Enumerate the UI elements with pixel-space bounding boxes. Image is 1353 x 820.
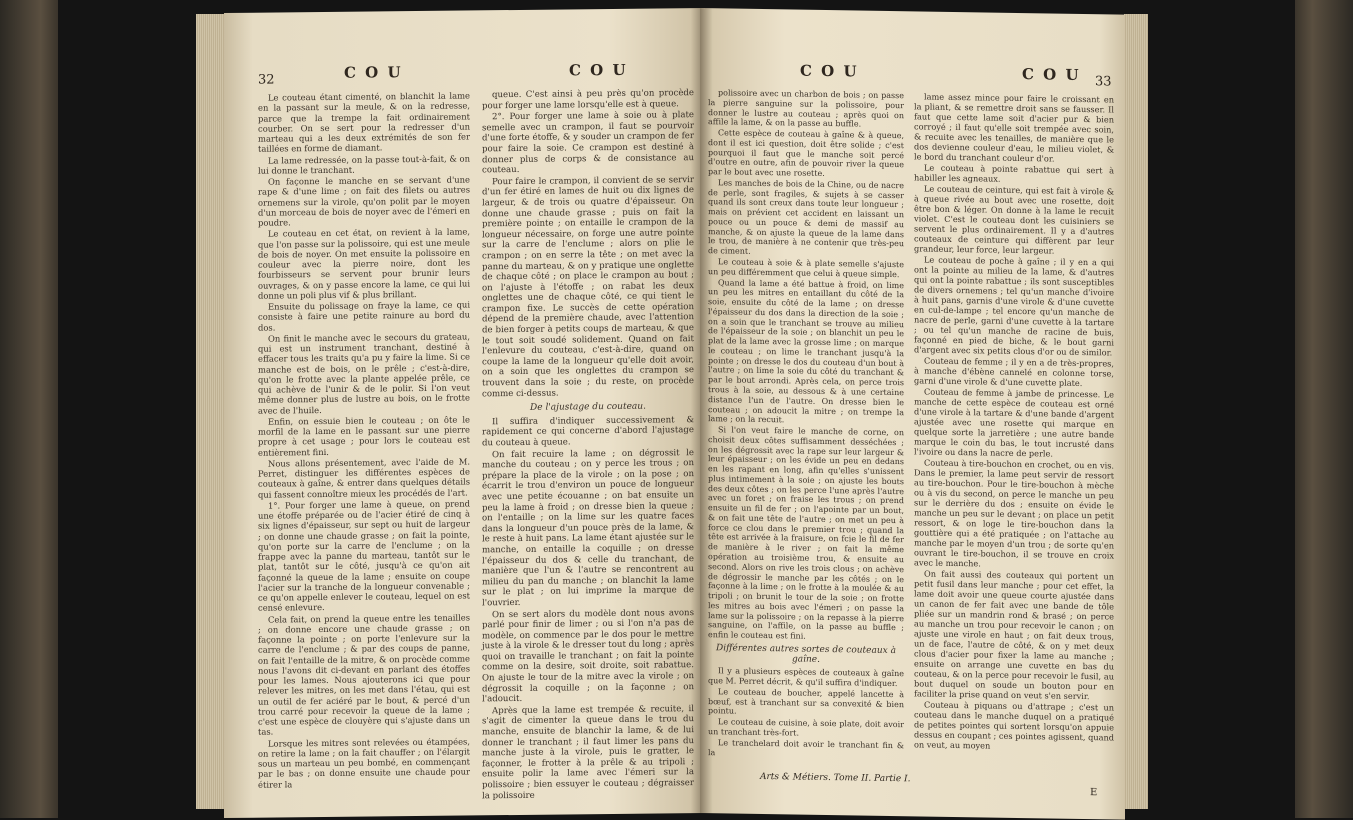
page-edges-left	[196, 14, 226, 809]
paragraph: Le couteau étant cimenté, on blanchit la lame en la passant sur la meule, & on la redresse, parce que la trempe la fait ordinairement courber. On se sert pour la redresser d'un marteau qui a les deux extrémités de son fer taillées en forme de diamant.	[258, 90, 470, 154]
page-number: 32	[258, 72, 275, 88]
paragraph: On fait recuire la lame ; on dégrossit le manche du couteau ; on y perce les trous ; on prépare la place de la virole ; on la pose ; on écarrit le trou d'environ un pouce de longueur avec une petite écouanne ; on bat ensuite un peu la lame à froid ; on dresse bien la queue ; on l'entaille ; on la lime sur les quatre faces dans la longueur d'un pouce près de la lame, & le reste à huit pans. La lame étant ajustée sur le manche, on entaille la coquille ; on dresse l'épaisseur du dos & celle du tranchant, de manière que l'un & l'autre se rencontrent au milieu du pan du manche ; on blanchit la lame sur le plat ; on lui imprime la marque de l'ouvrier.	[482, 447, 694, 609]
book-cover-right	[1295, 0, 1353, 818]
paragraph: Quand la lame a été battue à froid, on lime un peu les mitres en entaillant du côté de la soie, ensuite du côté de la lame ; on dresse l'épaisseur du dos dans la direction de la soie ; on a soin que le tranchant se trouve au milieu de l'épaisseur de la soie ; on blanchit un peu le plat de la lame avec la grosse lime ; on marque le couteau ; on lime le tranchant jusqu'à la pointe ; on dresse le dos du couteau d'un bout à l'autre ; on lime la soie du côté du tranchant & par le bout arrondi. Après cela, on perce trois trous à la soie, au dessous & à une certaine distance l'un de l'autre. On dresse bien le couteau ; on adoucit la mitre ; on trempe la lame ; on la recuit.	[708, 277, 904, 425]
paragraph: Cela fait, on prend la queue entre les tenailles ; on donne encore une chaude grasse ; on façonne la pointe ; on porte l'enlevure sur la carre de l'enclume ; & par des coups de panne, on fait l'entaille de la mitre, & on procède comme nous l'avons dit ci-devant en parlant des étoffes pour les lames. Nous ajouterons ici que pour relever les mitres, on les met dans l'étau, qui est un outil de fer aciéré par le bout, & percé d'un trou carré pour recevoir la queue de la lame ; c'est une espèce de clouyère qui s'ajuste dans un tas.	[258, 611, 470, 737]
text-column-1	[258, 90, 470, 790]
section-heading: De l'ajustage du couteau.	[530, 401, 646, 414]
left-page	[224, 8, 705, 818]
paragraph: Enfin, on essuie bien le couteau ; on ôte le morfil de la lame en le passant sur une pierre propre à cet usage ; pour lors le couteau est entièrement fini.	[258, 414, 470, 458]
running-header: C O U	[569, 60, 628, 80]
paragraph: La lame redressée, on la passe tout-à-fait, & on lui donne le tranchant.	[258, 152, 470, 176]
paragraph: On se sert alors du modèle dont nous avons parlé pour finir de limer ; ou si l'on n'a pas de modèle, on commence par le dos pour le mettre juste à la virole & le dresser tout du long ; après quoi on travaille le tranchant ; on fait la pointe comme on la desire, soit droite, soit rabattue. On ajuste le tour de la mitre avec la virole ; on dégrossit la coquille ; on la façonne ; on l'adoucit.	[482, 607, 694, 705]
paragraph: Couteau à piquans ou d'attrape ; c'est un couteau dans le manche duquel on a pratiqué de petites pointes qui sortent lorsqu'on appuie dessus en coupant ; ces pointes agissent, quand on veut, au moyen	[914, 699, 1114, 751]
paragraph: 2°. Pour forger une lame à soie ou à plate semelle avec un crampon, il faut se pourvoir d'une forte étoffe, & y souder un crampon de fer pour faire la soie. Ce crampon est destiné à donner plus de corps & de consistance au couteau.	[482, 110, 694, 176]
paragraph: lame assez mince pour faire le croissant en la pliant, & se remettre droit sans se fausser. Il faut que cette lame soit d'acier pur & bien corroyé ; il faut qu'elle soit trempée avec soin, & recuite avec les tenailles, de manière que le dos devienne couleur d'eau, le milieu violet, & le bord du tranchant couleur d'or.	[914, 91, 1114, 164]
paragraph: Les manches de bois de la Chine, ou de nacre de perle, sont fragiles, & sujets à se casser quand ils sont creux dans toute leur longueur ; mais on prévient cet accident en laissant un pouce ou un pouce & demi de massif au manche, & on ajuste la queue de la lame dans le trou, de manière à ne contenir que très-peu de ciment.	[708, 178, 904, 257]
section-heading: Différentes autres sortes de couteaux à gaîne.	[716, 643, 896, 665]
paragraph: Le couteau de boucher, appelé lancette à bœuf, est à tranchant sur sa convexité & bien pointu.	[708, 687, 904, 717]
paragraph: On finit le manche avec le secours du grateau, qui est un instrument tranchant, destiné à effacer tous les traits qu'a pu y faire la lime. Si ce manche est de bois, on le prêle ; c'est-à-dire, qu'on le frotte avec la plante appelée prêle, ce qui achève de l'unir & de le polir. Si l'on veut même donner plus de lustre au bois, on le frotte avec de l'huile.	[258, 331, 470, 416]
right-page	[700, 8, 1125, 820]
paragraph: 1°. Pour forger une lame à queue, on prend une étoffe préparée ou de l'acier étiré de cinq à six lignes d'épaisseur, sur sept ou huit de largeur ; on donne une chaude grasse ; on fait la pointe, qu'on porte sur la carre de l'enclume ; on la frappe avec la panne du marteau, tantôt sur le plat, tantôt sur le côté, jusqu'à ce qu'on ait façonné la queue de la lame ; ensuite on coupe l'acier sur la tranche de la longueur convenable ; ce qu'on appelle enlever le couteau, lequel on est censé enlevure.	[258, 498, 470, 613]
paragraph: Couteau à tire-bouchon en crochet, ou en vis. Dans le premier, la lame peut servir de ressort au tire-bouchon. Pour le tire-bouchon à mèche ou à vis du second, on perce le manche un peu sur le derrière du dos ; ensuite on évide le manche un peu sur le devant ; on place un petit ressort, & on loge le tire-bouchon dans la gouttière qui a été pratiquée ; on l'attache au manche par le moyen d'un trou ; de sorte qu'en ouvrant le tire-bouchon, il se trouve en croix avec le manche.	[914, 457, 1114, 569]
paragraph: Le couteau de poche à gaîne ; il y en a qui ont la pointe au milieu de la lame, & d'autres qui ont la pointe rabattue ; ils sont susceptibles de divers ornemens ; tel qu'un manche d'ivoire à huit pans, garnis d'une virole & d'une cuvette en cul-de-lampe ; tel encore qu'un manche de nacre de perle, garni d'une cuvette à la tartare ; ou tel qu'un manche de racine de buis, façonné en pied de biche, & le bout garni d'argent avec six petits clous d'or ou de similor.	[914, 254, 1114, 358]
paragraph: Pour faire le crampon, il convient de se servir d'un fer étiré en lames de huit ou dix lignes de largeur, & de trois ou quatre d'épaisseur. On donne une chaude grasse ; puis on fait la première pointe ; on entaille le crampon de la longueur nécessaire, on forge une autre pointe sur la carre de l'enclume ; alors on plie le crampon ; on en serre la tête ; on met avec la panne du marteau, & on y pratique une onglette de chaque côté ; on place le crampon au bout ; on l'ajuste à l'étoffe ; on rabat les deux onglettes une de chaque côté, ce qui tient le crampon fixe. Le succès de cette opération dépend de la première chaude, avec l'attention de bien forger à petits coups de marteau, & que le tout soit soudé solidement. Quand on fait l'enlevure du couteau, c'est-à-dire, quand on coupe la lame de la longueur qu'elle doit avoir, on a soin que les onglettes du crampon se trouvent dans la soie ; du reste, on procède comme ci-dessus.	[482, 174, 694, 399]
signature-mark: E	[1090, 787, 1098, 799]
paragraph: Couteau de femme à jambe de princesse. Le manche de cette espèce de couteau est orné d'une virole à la tartare & d'une bande d'argent ajustée avec une rosette qui marque en quelque sorte la jarretière ; une autre bande marque le coin du bas, le tout incrusté dans l'ivoire ou dans la nacre de perle.	[914, 386, 1114, 459]
text-column-1	[708, 88, 904, 761]
paragraph: polissoire avec un charbon de bois ; on passe la pierre sanguine sur la polissoire, pour donner le lustre au couteau ; après quoi on affile la lame, & on la passe au buffle.	[708, 88, 904, 129]
running-header: C O U	[800, 61, 859, 81]
paragraph: Il suffira d'indiquer successivement & rapidement ce qui concerne d'abord l'ajustage du couteau à queue.	[482, 414, 694, 449]
paragraph: Nous allons présentement, avec l'aide de M. Perret, distinguer les différentes espèces de couteaux à gaîne, & entrer dans quelques détails qui fassent connoître mieux les procédés de l'art.	[258, 456, 470, 500]
paragraph: Lorsque les mitres sont relevées ou étampées, on retire la lame ; on la fait chauffer ; on l'élargit sous un marteau un peu bombé, en commençant par le bas ; on donne ensuite une chaude pour étirer la	[258, 735, 470, 790]
paragraph: Le couteau à soie & à plate semelle s'ajuste un peu différemment que celui à queue simple.	[708, 257, 904, 279]
paragraph: Ensuite du polissage on fraye la lame, ce qui consiste à faire une petite rainure au bord du dos.	[258, 299, 470, 333]
running-header: C O U	[1022, 65, 1081, 84]
paragraph: queue. C'est ainsi à peu près qu'on procède pour forger une lame lorsqu'elle est à queue.	[482, 88, 694, 111]
paragraph: On fait aussi des couteaux qui portent un petit fusil dans leur manche ; pour cet effet, la lame doit avoir une queue courte ajustée dans un canon de fer fait avec une bande de tôle pliée sur un mandrin rond & brasé ; on perce au manche un trou pour recevoir le canon ; on ajuste une virole en haut ; on fait deux trous, un de face, l'autre de côté, & on y met deux clous d'acier pour fixer la lame au manche ; ensuite on arrange une cuvette en bas du couteau, & on la perce pour recevoir le fusil, au bout duquel on soude un bouton pour en faciliter la prise quand on veut s'en servir.	[914, 568, 1114, 702]
paragraph: Le couteau de cuisine, à soie plate, doit avoir un tranchant très-fort.	[708, 717, 904, 738]
paragraph: Après que la lame est trempée & recuite, il s'agit de cimenter la queue dans le trou du manche, ensuite de blanchir la lame, & de lui donner le tranchant ; il faut limer les pans du manche juste à la virole, puis le gratter, le façonner, le frotter à la prêle & au tripoli ; ensuite polir la lame avec l'émeri sur la polissoire ; bien essuyer le couteau ; dégraisser la polissoire	[482, 703, 694, 801]
running-header: C O U	[344, 63, 403, 82]
paragraph: Le couteau de ceinture, qui est fait à virole & à queue rivée au bout avec une rosette, doit être bon & léger. On donne à la lame le recuit violet. C'est le couteau dont les cuisiniers se servent le plus ordinairement. Il y a d'autres couteaux de ceinture qui diffèrent par leur grandeur, leur force, leur largeur.	[914, 183, 1114, 256]
paragraph: Cette espèce de couteau à gaîne & à queue, dont il est ici question, doit être solide ; c'est pourquoi il faut que le manche soit percé d'outre en outre, afin de pouvoir river la queue par le bout avec une rosette.	[708, 128, 904, 179]
text-column-2	[914, 91, 1114, 753]
paragraph: Couteau de femme ; il y en a de très-propres, à manche d'ébène cannelé en colonne torse, garni d'une virole & d'une cuvette plate.	[914, 355, 1114, 389]
paragraph: Il y a plusieurs espèces de couteaux à gaîne que M. Perret décrit, & qu'il suffira d'indiquer.	[708, 666, 904, 689]
page-number: 33	[1095, 74, 1112, 90]
paragraph: Le tranchelard doit avoir le tranchant fin & la	[708, 738, 904, 757]
footer-signature-line: Arts & Métiers. Tome II. Partie I.	[760, 771, 911, 785]
paragraph: Le couteau en cet état, on revient à la lame, que l'on passe sur la polissoire, qui est une meule de bois de noyer. On met ensuite la polissoire en couleur avec la pierre noire, dont les fourbisseurs se servent pour brunir leurs ouvrages, & on y passe encore la lame, ce qui lui donne un poli plus vif & plus brillant.	[258, 226, 470, 301]
paragraph: Si l'on veut faire le manche de corne, on choisit deux côtes suffisamment desséchées ; on les dégrossit avec la rape sur leur largeur & leur épaisseur ; on les évide un peu en dedans en les rapant en long, afin qu'elles s'unissent plus intimement à la soie ; on ajuste les bouts des deux côtes ; on les perce l'une après l'autre avec un foret ; on fraise les trous ; on prend ensuite un fil de fer ; on l'apointe par un bout, & on fait une tête de l'autre ; on met un peu à force ce clou dans le premier trou ; quand la tête est arrivée à la fraisure, on fcie le fil de fer de manière à le river ; on fait la même opération au troisième trou, & ensuite au second. Alors on rive les trois clous ; on achève de dégrossir le manche par les côtés ; on le façonne à la lime ; on le frotte à la moulée & au tripoli ; on brunit le tour de la soie ; on frotte les mitres au bois avec l'émeri ; on passe la lame sur la polissoire ; on la repasse à la pierre sanguine, on l'affile, on la passe au buffle ; enfin le couteau est fini.	[708, 425, 904, 641]
paragraph: On façonne le manche en se servant d'une rape & d'une lime ; on fait des filets ou autres ornemens sur la virole, qu'on polit par le moyen d'un morceau de bois de noyer avec de l'émeri en poudre.	[258, 174, 470, 228]
book-cover-left	[0, 0, 58, 818]
page-edges-right	[1124, 14, 1148, 809]
text-column-2	[482, 88, 694, 802]
paragraph: Le couteau à pointe rabattue qui sert à habiller les agneaux.	[914, 162, 1114, 184]
